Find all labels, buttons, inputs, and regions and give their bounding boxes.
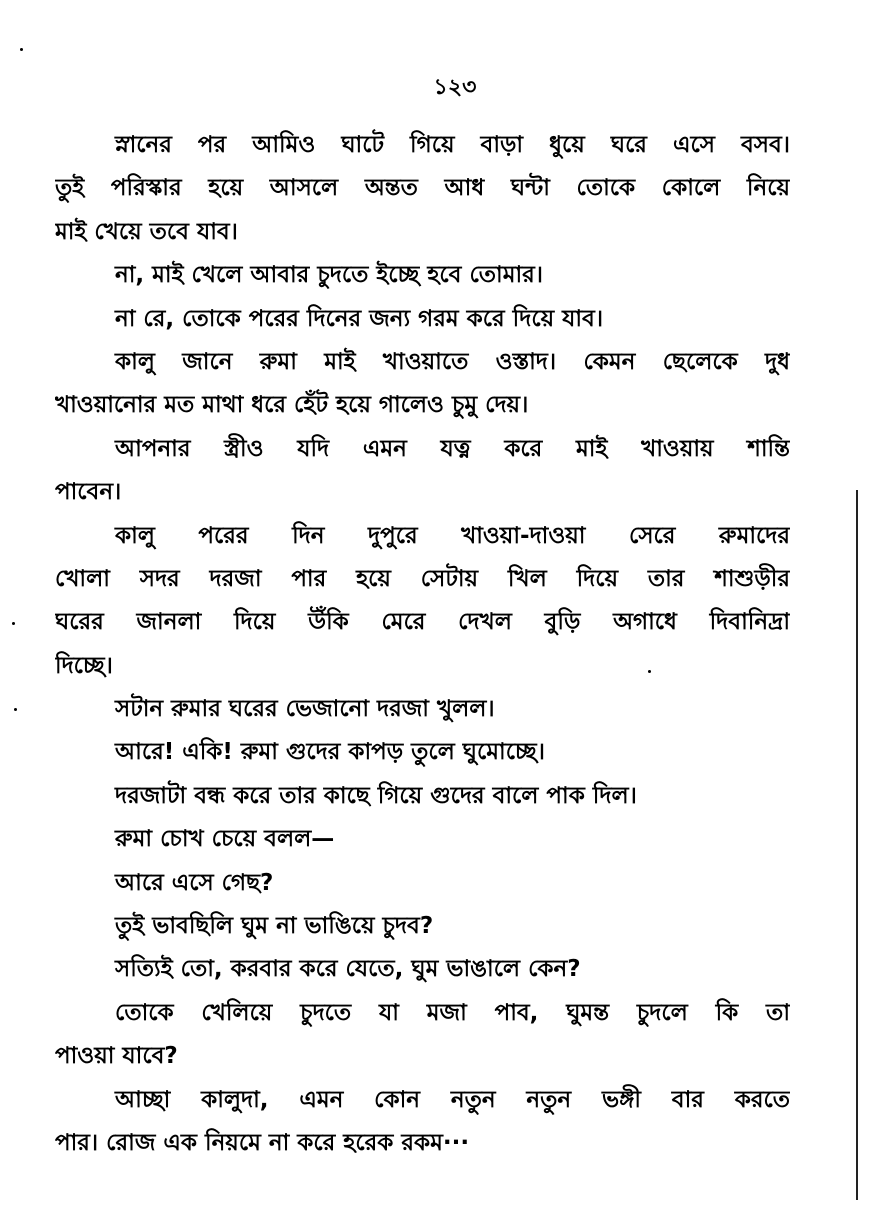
- paragraph: [55, 515, 790, 689]
- text-line: পাবেন।: [55, 479, 122, 506]
- text-line: আচ্ছা কালুদা, এমন কোন নতুন নতুন ভঙ্গী বার করতে: [115, 1086, 790, 1113]
- paragraph: [55, 298, 790, 341]
- paragraph: [55, 688, 790, 731]
- paragraph: [55, 818, 790, 861]
- text-line: তুই ভাবছিলি ঘুম না ভাঙিয়ে চুদব?: [115, 913, 434, 940]
- paragraph: [55, 428, 790, 515]
- text-line: তোকে খেলিয়ে চুদতে যা মজা পাব, ঘুমন্ত চুদলে কি তা: [115, 999, 790, 1026]
- text-line: ঘরের জানলা দিয়ে উঁকি মেরে দেখল বুড়ি অগাধে দিবানিদ্রা: [55, 609, 790, 636]
- paragraph: [55, 731, 790, 774]
- text-line: কালু জানে রুমা মাই খাওয়াতে ওস্তাদ। কেমন ছেলেকে দুধ: [115, 348, 790, 375]
- text-line: খাওয়ানোর মত মাথা ধরে হেঁট হয়ে গালেও চুমু দেয়।: [55, 392, 529, 419]
- scan-edge-line: [856, 490, 858, 1200]
- scan-speck: [12, 622, 15, 625]
- text-line: মাই খেয়ে তবে যাব।: [55, 218, 238, 245]
- paragraph: [55, 905, 790, 948]
- text-line: পাওয়া যাবে?: [55, 1043, 178, 1070]
- text-line: আরে এসে গেছ?: [115, 869, 274, 896]
- paragraph: [55, 1079, 790, 1166]
- text-line: স্নানের পর আমিও ঘাটে গিয়ে বাড়া ধুয়ে ঘরে এসে বসব।: [115, 132, 790, 158]
- paragraph: [55, 862, 790, 905]
- text-line: পার। রোজ এক নিয়মে না করে হরেক রকম···: [55, 1129, 470, 1156]
- text-line: রুমা চোখ চেয়ে বলল—: [115, 826, 335, 853]
- text-line: আপনার স্ত্রীও যদি এমন যত্ন করে মাই খাওয়ায় শান্তি: [115, 435, 790, 462]
- text-line: সত্যিই তো, করবার করে যেতে, ঘুম ভাঙালে কেন?: [115, 956, 581, 983]
- scan-speck: [20, 48, 23, 51]
- text-line: দরজাটা বন্ধ করে তার কাছে গিয়ে গুদের বালে পাক দিল।: [115, 782, 637, 809]
- text-line: আরে! একি! রুমা গুদের কাপড় তুলে ঘুমোচ্ছে।: [115, 739, 545, 766]
- paragraph: [55, 341, 790, 428]
- paragraph: [55, 948, 790, 991]
- paragraph: [55, 124, 790, 254]
- body-text: [55, 124, 790, 1165]
- paragraph: [55, 775, 790, 818]
- text-line: দিচ্ছে।: [55, 652, 113, 679]
- text-line: না রে, তোকে পরের দিনের জন্য গরম করে দিয়ে যাব।: [115, 305, 604, 332]
- scan-speck: [648, 670, 651, 673]
- text-line: সটান রুমার ঘরের ভেজানো দরজা খুলল।: [115, 696, 495, 723]
- text-line: তুই পরিস্কার হয়ে আসলে অন্তত আধ ঘন্টা তোকে কোলে নিয়ে: [55, 175, 790, 202]
- text-line: না, মাই খেলে আবার চুদতে ইচ্ছে হবে তোমার।: [115, 262, 544, 289]
- text-line: খোলা সদর দরজা পার হয়ে সেটায় খিল দিয়ে তার শাশুড়ীর: [55, 565, 790, 592]
- scan-speck: [14, 708, 17, 711]
- page-number: ১২৩: [433, 75, 477, 100]
- paragraph: [55, 992, 790, 1079]
- text-line: কালু পরের দিন দুপুরে খাওয়া-দাওয়া সেরে রুমাদের: [115, 522, 790, 549]
- paragraph: [55, 254, 790, 297]
